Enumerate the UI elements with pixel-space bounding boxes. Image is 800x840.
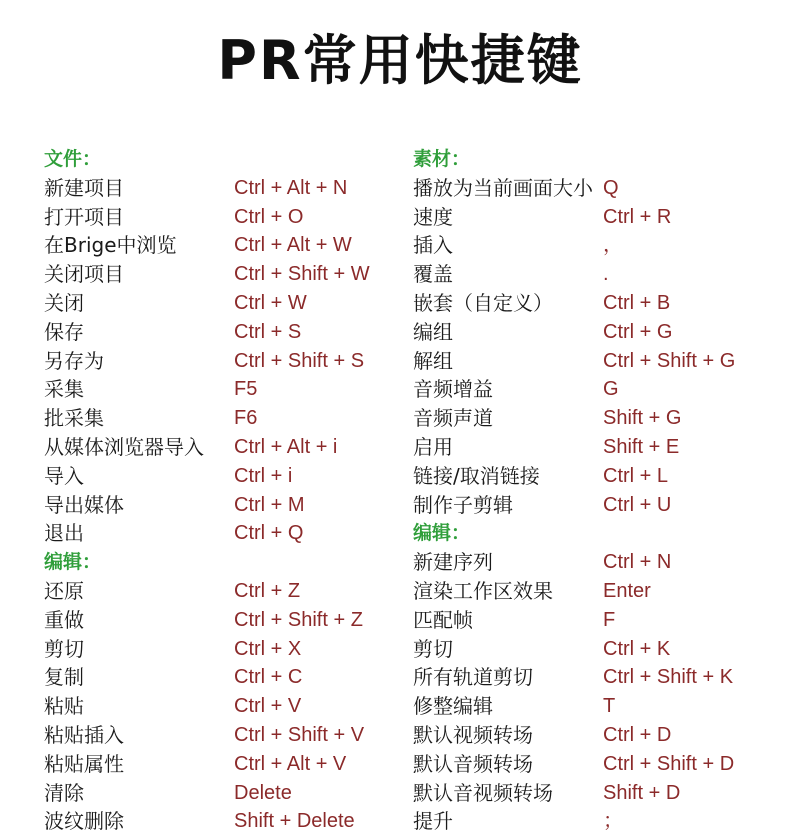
command-name: 还原: [44, 578, 84, 603]
command-name: 新建项目: [44, 175, 124, 200]
command-name: 默认视频转场: [413, 722, 533, 747]
command-name: 清除: [44, 780, 84, 805]
command-name: 采集: [44, 377, 84, 402]
shortcut-keys: Ctrl + L: [603, 464, 669, 487]
shortcut-keys: F: [603, 608, 616, 631]
section-heading-label: 编辑：: [44, 551, 102, 574]
command-name: 渲染工作区效果: [413, 578, 553, 603]
shortcut-keys: Ctrl + M: [234, 493, 305, 516]
shortcut-keys: Ctrl + Shift + D: [603, 752, 735, 775]
command-name: 剪切: [44, 636, 84, 661]
shortcut-keys: T: [603, 695, 616, 718]
shortcut-keys: Ctrl + Shift + Z: [234, 608, 363, 631]
shortcut-keys: Ctrl + Shift + G: [603, 349, 736, 372]
shortcut-keys: Shift + E: [603, 435, 680, 458]
command-name: 修整编辑: [413, 694, 493, 719]
command-name: 链接/取消链接: [413, 463, 540, 488]
shortcut-keys: Ctrl + G: [603, 320, 673, 343]
shortcut-keys: F5: [234, 378, 258, 401]
shortcut-keys: Ctrl + Shift + W: [234, 263, 370, 286]
command-name: 播放为当前画面大小: [413, 175, 593, 200]
command-name: 剪切: [413, 636, 453, 661]
command-name: 制作子剪辑: [413, 492, 513, 517]
shortcut-keys: Ctrl + W: [234, 291, 307, 314]
command-name: 波纹删除: [44, 809, 124, 834]
command-name: 从媒体浏览器导入: [44, 434, 204, 459]
command-name: 音频增益: [413, 377, 493, 402]
command-name: 关闭: [44, 290, 84, 315]
shortcut-keys: Ctrl + C: [234, 666, 303, 689]
shortcut-keys: Q: [603, 176, 619, 199]
command-name: 嵌套（自定义）: [413, 290, 553, 315]
section-heading-label: 编辑：: [413, 522, 471, 545]
command-name: 导出媒体: [44, 492, 124, 517]
shortcut-keys: Ctrl + K: [603, 637, 671, 660]
shortcut-keys: Ctrl + V: [234, 695, 302, 718]
command-name: 保存: [44, 319, 84, 344]
command-name: 默认音频转场: [413, 751, 533, 776]
command-name: 启用: [413, 434, 453, 459]
command-name: 音频声道: [413, 406, 493, 431]
shortcut-keys: Ctrl + N: [603, 551, 672, 574]
shortcut-keys: Ctrl + Shift + S: [234, 349, 365, 372]
shortcut-keys: Ctrl + U: [603, 493, 672, 516]
command-name: 插入: [413, 233, 453, 258]
page-title: PR常用快捷键: [217, 29, 583, 92]
command-name: 导入: [44, 463, 84, 488]
command-name: 粘贴属性: [44, 751, 124, 776]
shortcut-keys: ；: [603, 810, 623, 833]
shortcut-keys: Ctrl + Shift + V: [234, 723, 365, 746]
command-name: 粘贴插入: [44, 722, 124, 747]
command-name: 新建序列: [413, 550, 493, 575]
shortcut-keys: Ctrl + S: [234, 320, 302, 343]
command-name: 匹配帧: [413, 607, 473, 632]
command-name: 覆盖: [413, 262, 453, 287]
command-name: 在Brige中浏览: [44, 233, 177, 258]
shortcut-keys: G: [603, 378, 619, 401]
command-name: 打开项目: [44, 204, 124, 229]
command-name: 速度: [413, 204, 453, 229]
shortcut-keys: Shift + D: [603, 781, 681, 804]
shortcut-keys: Ctrl + B: [603, 291, 671, 314]
command-name: 编组: [413, 319, 453, 344]
command-name: 提升: [413, 809, 453, 834]
shortcut-keys: Ctrl + R: [603, 205, 672, 228]
shortcut-keys: Ctrl + Q: [234, 522, 304, 545]
shortcut-keys: Ctrl + O: [234, 205, 304, 228]
shortcut-keys: Ctrl + Z: [234, 579, 301, 602]
command-name: 重做: [44, 607, 84, 632]
shortcut-keys: ，: [603, 234, 623, 257]
section-heading-label: 素材：: [413, 148, 471, 170]
command-name: 退出: [44, 521, 84, 546]
command-name: 所有轨道剪切: [413, 665, 533, 690]
shortcut-keys: Ctrl + Alt + i: [234, 435, 338, 458]
shortcut-keys: Enter: [603, 579, 651, 602]
shortcut-keys: Ctrl + Alt + N: [234, 176, 348, 199]
shortcut-keys: Ctrl + D: [603, 723, 672, 746]
section-heading-label: 文件：: [44, 148, 102, 170]
shortcut-keys: Delete: [234, 781, 292, 804]
shortcut-keys: Ctrl + i: [234, 464, 293, 487]
command-name: 复制: [44, 665, 84, 690]
shortcut-keys: Ctrl + Shift + K: [603, 666, 734, 689]
shortcut-keys: Ctrl + X: [234, 637, 302, 660]
shortcut-keys: Shift + Delete: [234, 810, 355, 833]
shortcut-keys: Ctrl + Alt + V: [234, 752, 347, 775]
shortcut-keys: .: [603, 263, 609, 286]
command-name: 粘贴: [44, 694, 84, 719]
command-name: 解组: [413, 348, 453, 373]
shortcut-keys: Shift + G: [603, 407, 682, 430]
command-name: 默认音视频转场: [413, 780, 553, 805]
command-name: 另存为: [44, 348, 104, 373]
shortcut-keys: Ctrl + Alt + W: [234, 234, 352, 257]
command-name: 关闭项目: [44, 262, 124, 287]
shortcut-keys: F6: [234, 407, 258, 430]
command-name: 批采集: [44, 406, 104, 431]
